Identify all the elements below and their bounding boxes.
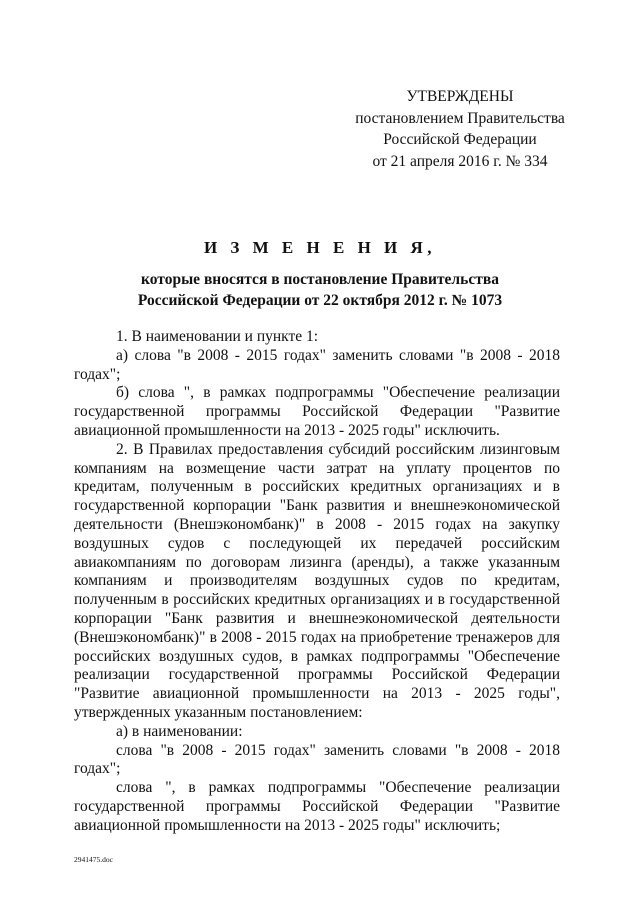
approval-line-resolution: постановлением Правительства [355,109,565,127]
paragraph-item-1: 1. В наименовании и пункте 1: [116,328,319,345]
approval-line-approved: УТВЕРЖДЕНЫ [406,88,514,105]
document-title: И З М Е Н Е Н И Я, [203,238,437,257]
subtitle-line: Российской Федерации от 22 октября 2012 г. № 1073 [137,292,503,309]
subtitle-line: которые вносятся в постановление Правительства [141,271,499,288]
paragraph-item-2a: а) в наименовании: [116,722,243,740]
document-subtitle [70,269,570,311]
document-body [74,328,560,836]
approval-block [330,86,590,172]
paragraph-item-1b: б) слова ", в рамках подпрограммы "Обеспечение реализации государственной программы Российской Федерации "Развитие авиационной промышленности на 2013 - 2025 годы" исключить. [74,384,560,439]
approval-line-federation: Российской Федерации [383,131,537,148]
document-heading [70,237,570,311]
paragraph-item-2a-delete: слова ", в рамках подпрограммы "Обеспечение реализации государственной программы Российской Федерации "Развитие авиационной промышленности на 2013 - 2025 годы" исключить; [74,779,560,834]
paragraph-item-2: 2. В Правилах предоставления субсидий российским лизинговым компаниям на возмещение части затрат на уплату процентов по кредитам, полученным в российских кредитных организациях и в государственной корпорации "Банк развития и внешнеэкономической деятельности (Внешэкономбанк)" в 2008 - 2015 годах на закупку воздушных судов с последующей их передачей российским авиакомпаниям по договорам лизинга (аренды), а также указанным компаниям и производителям воздушных судов по кредитам, полученным в российских кредитных организациях и в государственной корпорации "Банк развития и внешнеэкономической деятельности (Внешэкономбанк)" в 2008 - 2015 годах на приобретение тренажеров для российских воздушных судов, в рамках подпрограммы "Обеспечение реализации государственной программы Российской Федерации "Развитие авиационной промышленности на 2013 - 2025 годы", утвержденных указанным постановлением: [74,440,560,721]
approval-line-date-number: от 21 апреля 2016 г. № 334 [372,152,548,170]
paragraph-item-2a-words: слова "в 2008 - 2015 годах" заменить словами "в 2008 - 2018 годах"; [74,741,560,778]
paragraph-item-1a: а) слова "в 2008 - 2015 годах" заменить словами "в 2008 - 2018 годах"; [74,346,560,383]
file-name-footer: 2941475.doc [74,855,113,864]
